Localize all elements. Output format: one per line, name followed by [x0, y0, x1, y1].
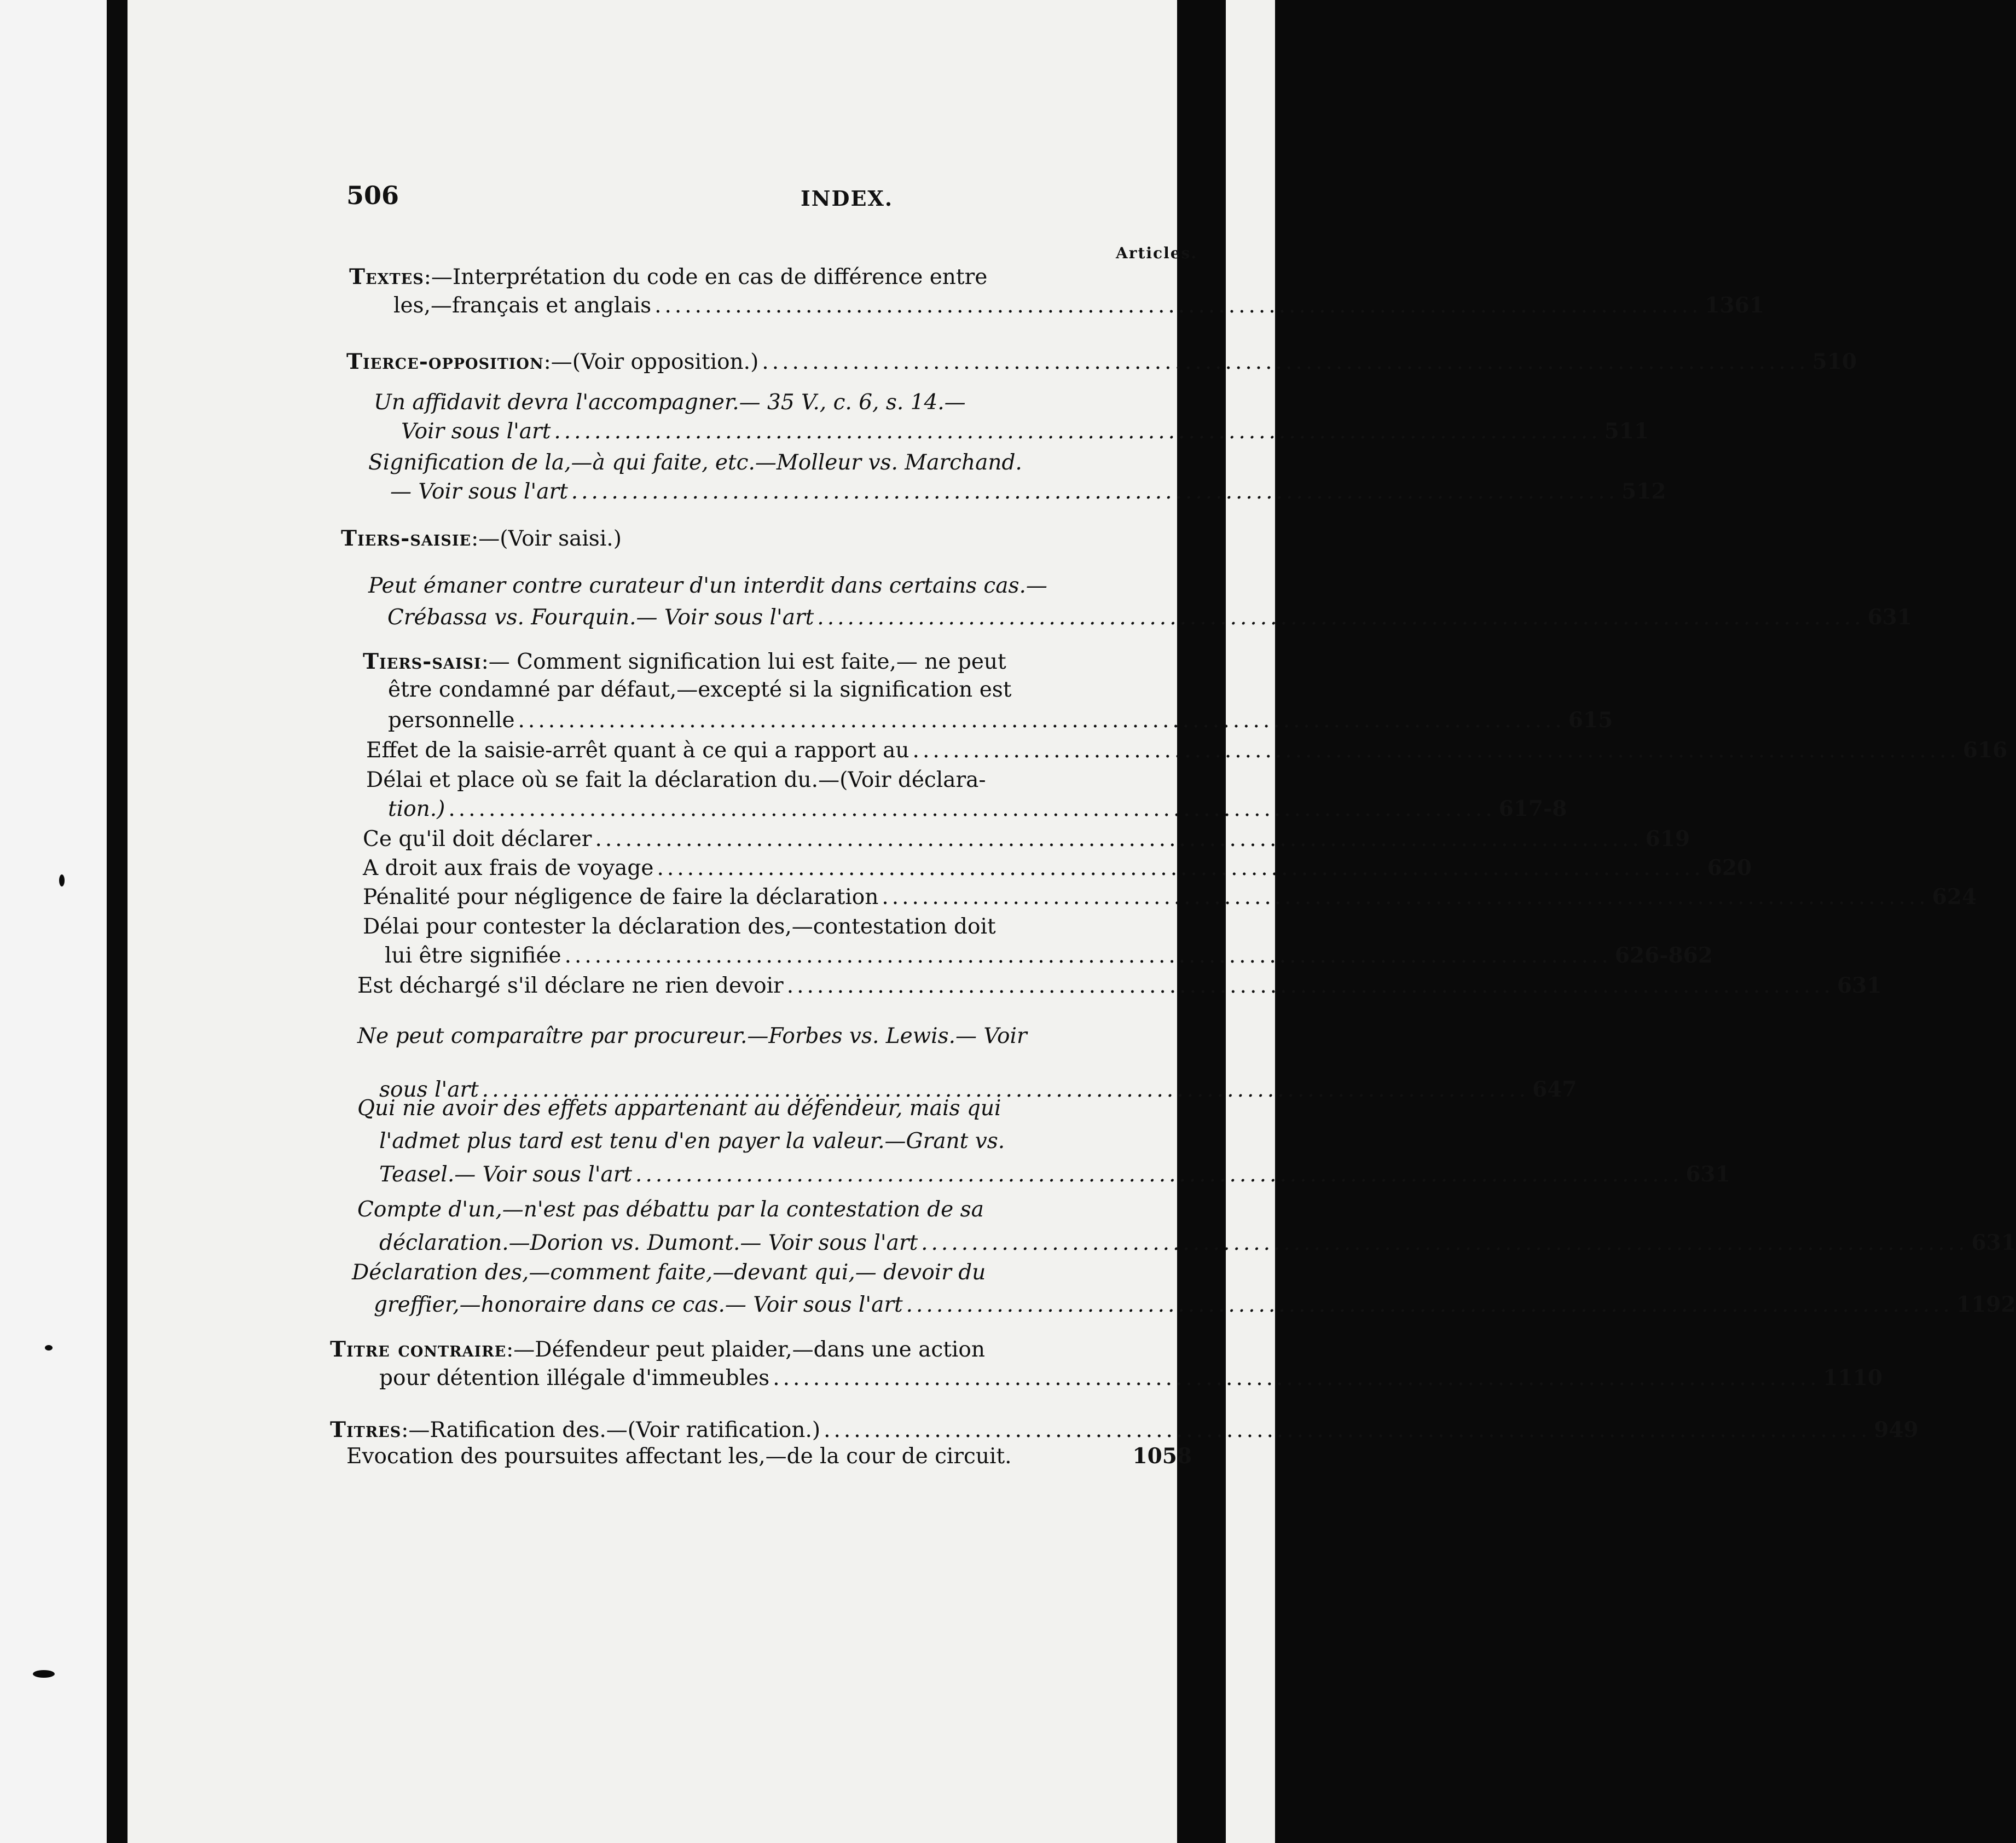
- index-line: [368, 449, 1156, 477]
- index-line: [388, 795, 1567, 823]
- entry-text: l'admet plus tard est tenu d'en payer la valeur.—Grant vs.: [379, 1129, 1005, 1154]
- entry-text: Teasel.— Voir sous l'art: [379, 1162, 633, 1187]
- entry-text: greffier,—honoraire dans ce cas.— Voir sous l'art: [374, 1293, 903, 1317]
- article-number: 626-862: [1614, 943, 1713, 968]
- dot-leader: ........................................................................................................: [595, 827, 1642, 851]
- article-number: 511: [1604, 419, 1649, 444]
- entry-text: :—Défendeur peut plaider,—dans une action: [506, 1337, 985, 1362]
- dot-leader: ........................................................................................................: [554, 419, 1601, 444]
- entry-text: Voir sous l'art: [401, 419, 551, 444]
- index-line: [352, 1259, 1145, 1287]
- dot-leader: ........................................................................................................: [635, 1162, 1683, 1187]
- entry-text: Qui nie avoir des effets appartenant au défendeur, mais qui: [357, 1096, 1001, 1121]
- dot-leader: ........................................................................................................: [773, 1366, 1820, 1390]
- article-number: 617-8: [1498, 796, 1567, 821]
- entry-text: Signification de la,—à qui faite, etc.—Molleur vs. Marchand.: [368, 450, 1022, 475]
- article-number: 1110: [1823, 1365, 1883, 1390]
- dot-leader: ........................................................................................................: [906, 1293, 1953, 1317]
- page-content: [128, 0, 2016, 1843]
- index-line: [390, 477, 1666, 506]
- article-number: 619: [1645, 826, 1690, 851]
- entry-text: Délai pour contester la déclaration des,—contestation doit: [363, 914, 996, 939]
- index-line: [346, 1442, 1192, 1470]
- entry-heading: Tierce-opposition: [346, 349, 544, 374]
- dot-leader: ........................................................................................................: [448, 797, 1496, 821]
- index-line: [379, 1127, 1156, 1156]
- page-number: 506: [346, 181, 399, 210]
- article-number: 631: [1867, 605, 1913, 630]
- entry-heading: Textes: [349, 264, 424, 289]
- entry-text: Est déchargé s'il déclare ne rien devoir: [357, 973, 784, 998]
- entry-text: — Voir sous l'art: [390, 479, 568, 504]
- index-line: [387, 603, 1913, 631]
- entry-heading: Titres: [330, 1417, 402, 1442]
- dot-leader: ........................................................................................................: [482, 1077, 1530, 1102]
- entry-text: tion.): [388, 797, 445, 821]
- entry-text: :—Interprétation du code en cas de différence entre: [424, 265, 988, 289]
- index-line: [393, 291, 1764, 320]
- entry-text: déclaration.—Dorion vs. Dumont.— Voir sous l'art: [379, 1231, 918, 1255]
- running-title: INDEX.: [801, 186, 894, 211]
- dot-leader: ........................................................................................................: [762, 350, 1809, 374]
- article-number: 616: [1962, 738, 2008, 763]
- entry-text: pour détention illégale d'immeubles: [379, 1366, 770, 1390]
- entry-text: Effet de la saisie-arrêt quant à ce qui a rapport au: [366, 738, 909, 763]
- articles-column-label: Articles.: [1116, 244, 1198, 262]
- index-line: [401, 417, 1649, 445]
- index-line: [363, 883, 1977, 911]
- index-line: [374, 389, 1156, 417]
- entry-text: :—(Voir opposition.): [543, 350, 759, 374]
- scan-speck: [45, 1345, 53, 1351]
- entry-text: Peut émaner contre curateur d'un interdit dans certains cas.—: [368, 573, 1047, 598]
- index-line: [363, 913, 1151, 941]
- index-line: [330, 1416, 1919, 1444]
- dot-leader: ........................................................................................................: [882, 885, 1929, 909]
- scan-speck: [33, 1670, 55, 1678]
- article-number: 949: [1874, 1417, 1919, 1442]
- article-number: 615: [1568, 708, 1613, 733]
- dot-leader: ........................................................................................................: [518, 708, 1565, 733]
- index-line: [357, 1196, 1145, 1224]
- entry-text: être condamné par défaut,—excepté si la signification est: [388, 677, 1012, 702]
- entry-text: :—(Voir saisi.): [471, 526, 622, 551]
- article-number: 1058: [1132, 1444, 1192, 1469]
- index-line: [374, 1290, 2016, 1319]
- entry-text: lui être signifiée: [385, 943, 561, 968]
- index-line: [379, 1228, 2016, 1257]
- dot-leader: ........................................................................................................: [912, 738, 1960, 763]
- dot-leader: ........................................................................................................: [564, 943, 1612, 968]
- article-number: 510: [1812, 349, 1857, 374]
- article-number: 624: [1932, 884, 1977, 909]
- article-number: 631: [1971, 1230, 2016, 1255]
- entry-text: Pénalité pour négligence de faire la déclaration: [363, 885, 879, 909]
- entry-text: personnelle: [388, 708, 515, 733]
- index-line: [357, 1094, 1151, 1123]
- entry-text: les,—français et anglais: [393, 293, 652, 318]
- article-number: 1192: [1956, 1292, 2016, 1317]
- dot-leader: ........................................................................................................: [817, 605, 1864, 630]
- dot-leader: ........................................................................................................: [571, 479, 1619, 504]
- dot-leader: ........................................................................................................: [824, 1418, 1871, 1442]
- entry-text: :— Comment signification lui est faite,— ne peut: [481, 650, 1006, 674]
- index-line: [379, 1160, 1730, 1189]
- book-page: [128, 0, 2016, 1843]
- adjacent-page-edge: [1226, 0, 1275, 1843]
- entry-text: Délai et place où se fait la déclaration du.—(Voir déclara-: [366, 768, 986, 792]
- dot-leader: ........................................................................................................: [921, 1231, 1968, 1255]
- index-line: [346, 347, 1857, 376]
- entry-text: Ce qu'il doit déclarer: [363, 827, 592, 851]
- index-line: [363, 854, 1752, 882]
- index-line: [357, 1022, 1145, 1051]
- article-number: 631: [1837, 973, 1882, 998]
- scan-left-margin: [0, 0, 109, 1843]
- entry-heading: Titre contraire: [330, 1337, 507, 1362]
- entry-heading: Tiers-saisie: [341, 526, 472, 551]
- entry-text: Evocation des poursuites affectant les,—de la cour de circuit.: [346, 1444, 1012, 1469]
- index-line: [388, 706, 1613, 734]
- entry-text: Un affidavit devra l'accompagner.— 35 V., c. 6, s. 14.—: [374, 390, 966, 415]
- index-line: [385, 941, 1713, 970]
- entry-heading: Tiers-saisi: [363, 649, 482, 674]
- article-number: 647: [1532, 1077, 1577, 1102]
- entry-text: A droit aux frais de voyage: [363, 856, 654, 880]
- index-line: [366, 766, 1154, 795]
- index-line: [349, 263, 1154, 291]
- index-line: [363, 647, 1151, 676]
- article-number: 631: [1685, 1162, 1730, 1187]
- entry-text: Crébassa vs. Fourquin.— Voir sous l'art: [387, 605, 814, 630]
- scan-dark-border: [107, 0, 128, 1843]
- article-number: 512: [1621, 479, 1666, 504]
- index-line: [363, 825, 1690, 853]
- article-number: 620: [1707, 855, 1752, 880]
- index-line: [388, 676, 1154, 704]
- entry-text: :—Ratification des.—(Voir ratification.): [401, 1418, 821, 1442]
- index-line: [357, 971, 1882, 1000]
- entry-text: Déclaration des,—comment faite,—devant qui,— devoir du: [352, 1260, 986, 1285]
- index-line: [366, 736, 2008, 764]
- entry-text: Ne peut comparaître par procureur.—Forbes vs. Lewis.— Voir: [357, 1024, 1027, 1048]
- index-line: [368, 572, 1151, 600]
- dot-leader: ........................................................................................................: [654, 293, 1702, 318]
- dot-leader: ........................................................................................................: [786, 973, 1834, 998]
- index-line: [379, 1364, 1883, 1392]
- scan-speck: [59, 874, 65, 886]
- entry-text: Compte d'un,—n'est pas débattu par la contestation de sa: [357, 1197, 984, 1222]
- index-line: [330, 1335, 1140, 1364]
- article-number: 1361: [1705, 293, 1764, 318]
- dot-leader: ........................................................................................................: [657, 856, 1704, 880]
- index-line: [341, 524, 1107, 553]
- entry-text: sous l'art: [379, 1077, 479, 1102]
